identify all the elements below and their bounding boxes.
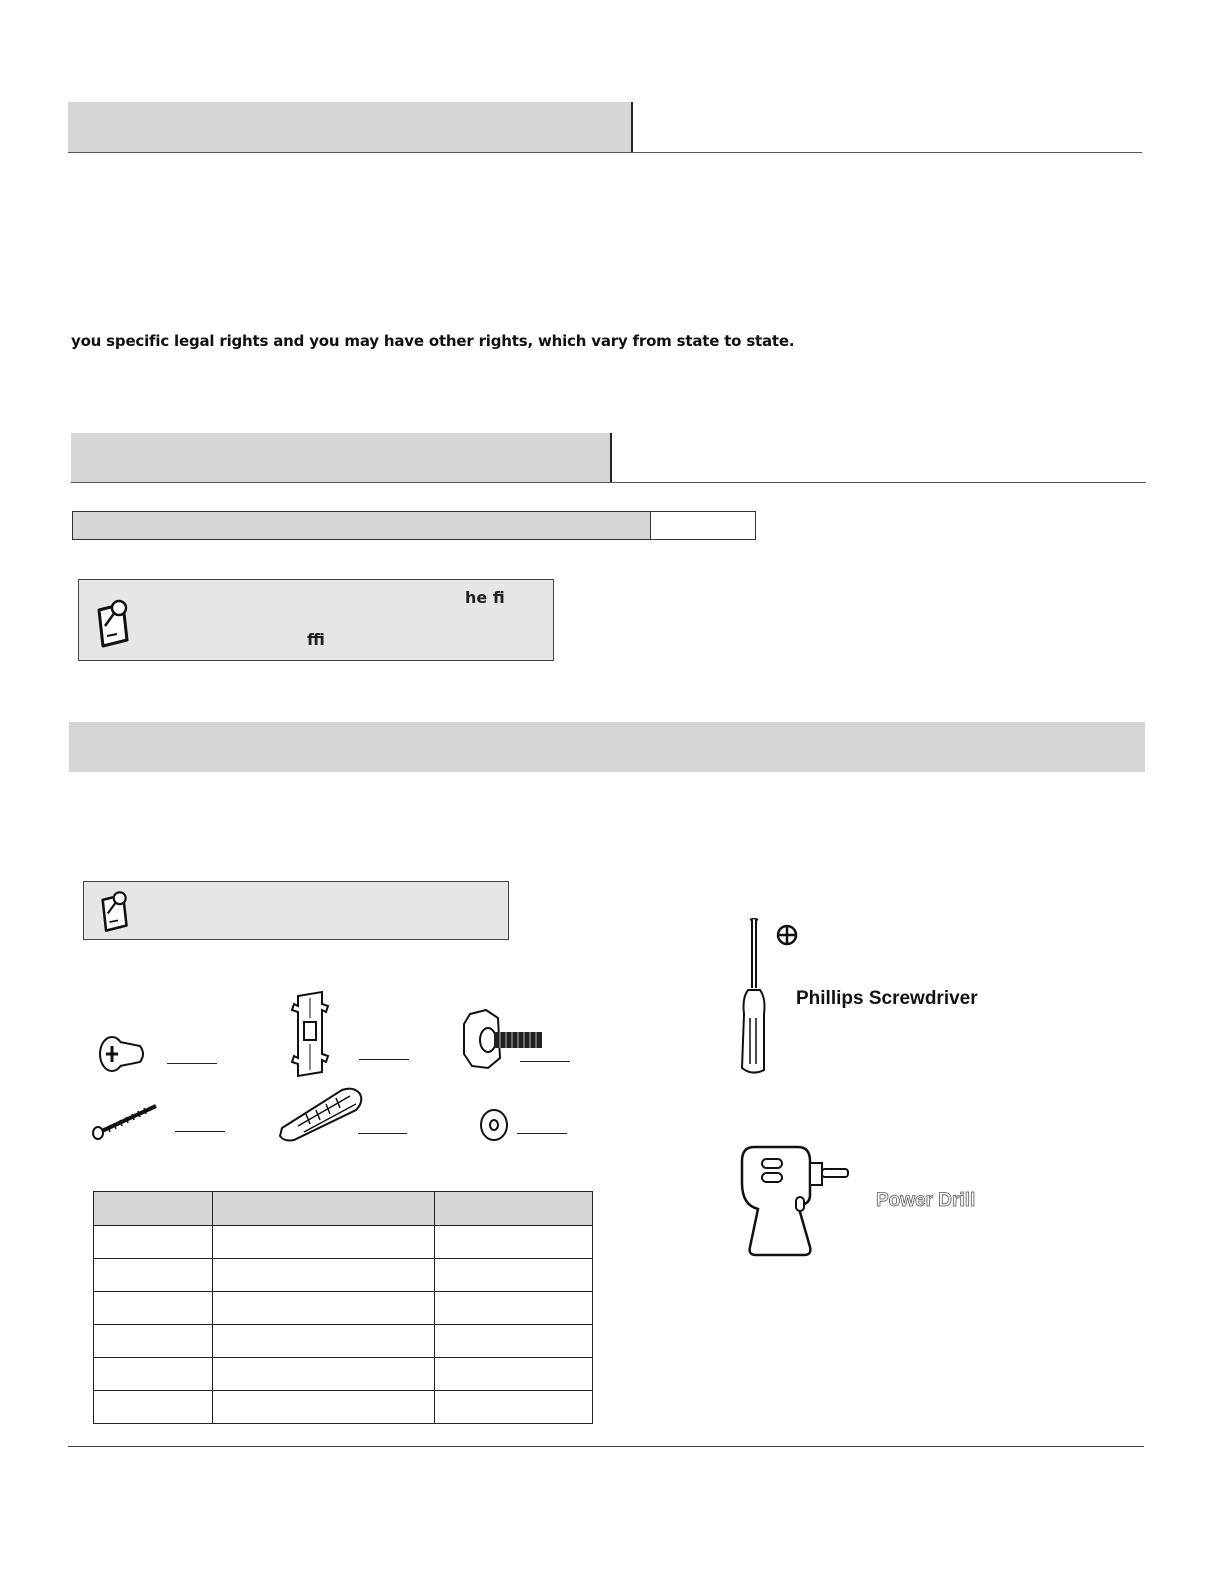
table-cell [435,1226,593,1259]
table-cell [213,1325,435,1358]
table-header-cell [213,1192,435,1226]
info-bar-value-cell [651,512,755,539]
table-cell [94,1226,213,1259]
wood-screw-icon [90,1102,160,1142]
note-1-line-2: ffi [307,630,325,649]
mounting-bracket-icon [286,990,336,1078]
note-1-line-1: he fi [465,588,505,607]
note-pin-icon [96,888,140,934]
warranty-legal-text: you specific legal rights and you may have other rights, which vary from state to state. [71,332,795,350]
table-row [94,1391,593,1424]
table-row [94,1259,593,1292]
footer-rule [68,1446,1144,1447]
section-header-band-3 [69,722,1145,772]
table-row [94,1226,593,1259]
table-cell [94,1325,213,1358]
hardware-qty-line-d [175,1131,225,1132]
table-cell [213,1226,435,1259]
table-header-row [94,1192,593,1226]
table-cell [94,1259,213,1292]
table-cell [213,1358,435,1391]
note-pin-icon [93,596,141,650]
note-box-2 [83,881,509,940]
table-header-cell [435,1192,593,1226]
washer-icon [478,1108,510,1142]
info-bar-label-cell [73,512,651,539]
section-header-divider-1 [631,102,633,153]
hardware-qty-line-c [520,1061,570,1062]
hardware-qty-line-a [167,1063,217,1064]
table-cell [213,1292,435,1325]
section-header-band-1 [68,102,632,152]
table-cell [94,1358,213,1391]
section-header-divider-2 [610,433,612,483]
table-cell [94,1391,213,1424]
section-header-band-2 [71,433,611,482]
hardware-qty-line-f [517,1133,567,1134]
flat-head-screw-icon [96,1028,152,1076]
table-cell [435,1325,593,1358]
hardware-qty-line-b [359,1059,409,1060]
table-cell [213,1391,435,1424]
table-cell [213,1259,435,1292]
section-header-rule-2 [71,482,1146,483]
hardware-table [93,1191,593,1424]
phillips-screwdriver-icon [736,918,804,1078]
section-header-rule-1 [68,152,1142,153]
table-row [94,1358,593,1391]
table-cell [435,1358,593,1391]
phillips-screwdriver-label: Phillips Screwdriver [796,988,978,1009]
table-cell [435,1259,593,1292]
table-cell [435,1292,593,1325]
table-row [94,1325,593,1358]
info-bar [72,511,756,540]
table-row [94,1292,593,1325]
power-drill-label: Power Drill [876,1190,976,1211]
power-drill-icon [738,1143,854,1259]
table-cell [435,1391,593,1424]
leveling-foot-bolt-icon [460,1008,572,1072]
wall-anchor-icon [276,1084,370,1142]
table-cell [94,1292,213,1325]
hardware-qty-line-e [358,1133,407,1134]
table-header-cell [94,1192,213,1226]
note-box-1 [78,579,554,661]
